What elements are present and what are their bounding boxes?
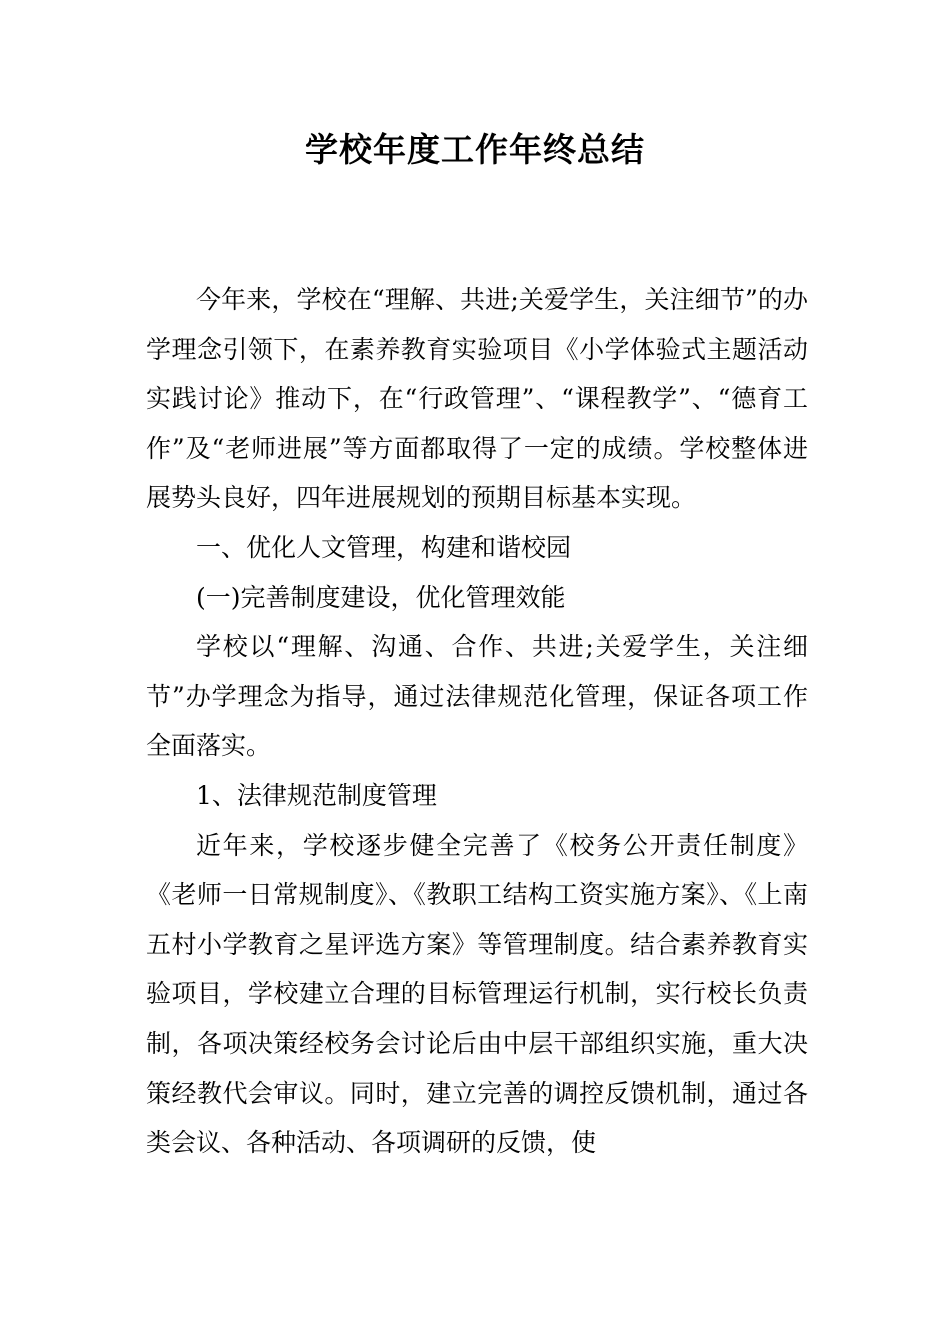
subsection-heading-1: (一)完善制度建设，优化管理效能 <box>196 582 566 612</box>
item-heading-1: 1、法律规范制度管理 <box>196 780 437 810</box>
paragraph-philosophy: 学校以“理解、沟通、合作、共进;关爱学生，关注细节”办学理念为指导，通过法律规范化管理，保证各项工作全面落实。 <box>146 632 808 761</box>
document-title: 学校年度工作年终总结 <box>305 130 645 169</box>
paragraph-regulations: 近年来，学校逐步健全完善了《校务公开责任制度》《老师一日常规制度》、《教职工结构工资实施方案》、《上南五村小学教育之星评选方案》等管理制度。结合素养教育实验项目，学校建立合理的目标管理运行机制，实行校长负责制，各项决策经校务会讨论后由中层干部组织实施，重大决策经教代会审议。同时，建立完善的调控反馈机制，通过各类会议、各种活动、各项调研的反馈，使 <box>146 830 808 1158</box>
paragraph-intro: 今年来，学校在“理解、共进;关爱学生，关注细节”的办学理念引领下，在素养教育实验项目《小学体验式主题活动实践讨论》推动下，在“行政管理”、“课程教学”、“德育工作”及“老师进展”等方面都取得了一定的成绩。学校整体进展势头良好，四年进展规划的预期目标基本实现。 <box>146 285 808 513</box>
section-heading-1: 一、优化人文管理，构建和谐校园 <box>196 532 572 562</box>
document-body <box>146 275 808 1168</box>
